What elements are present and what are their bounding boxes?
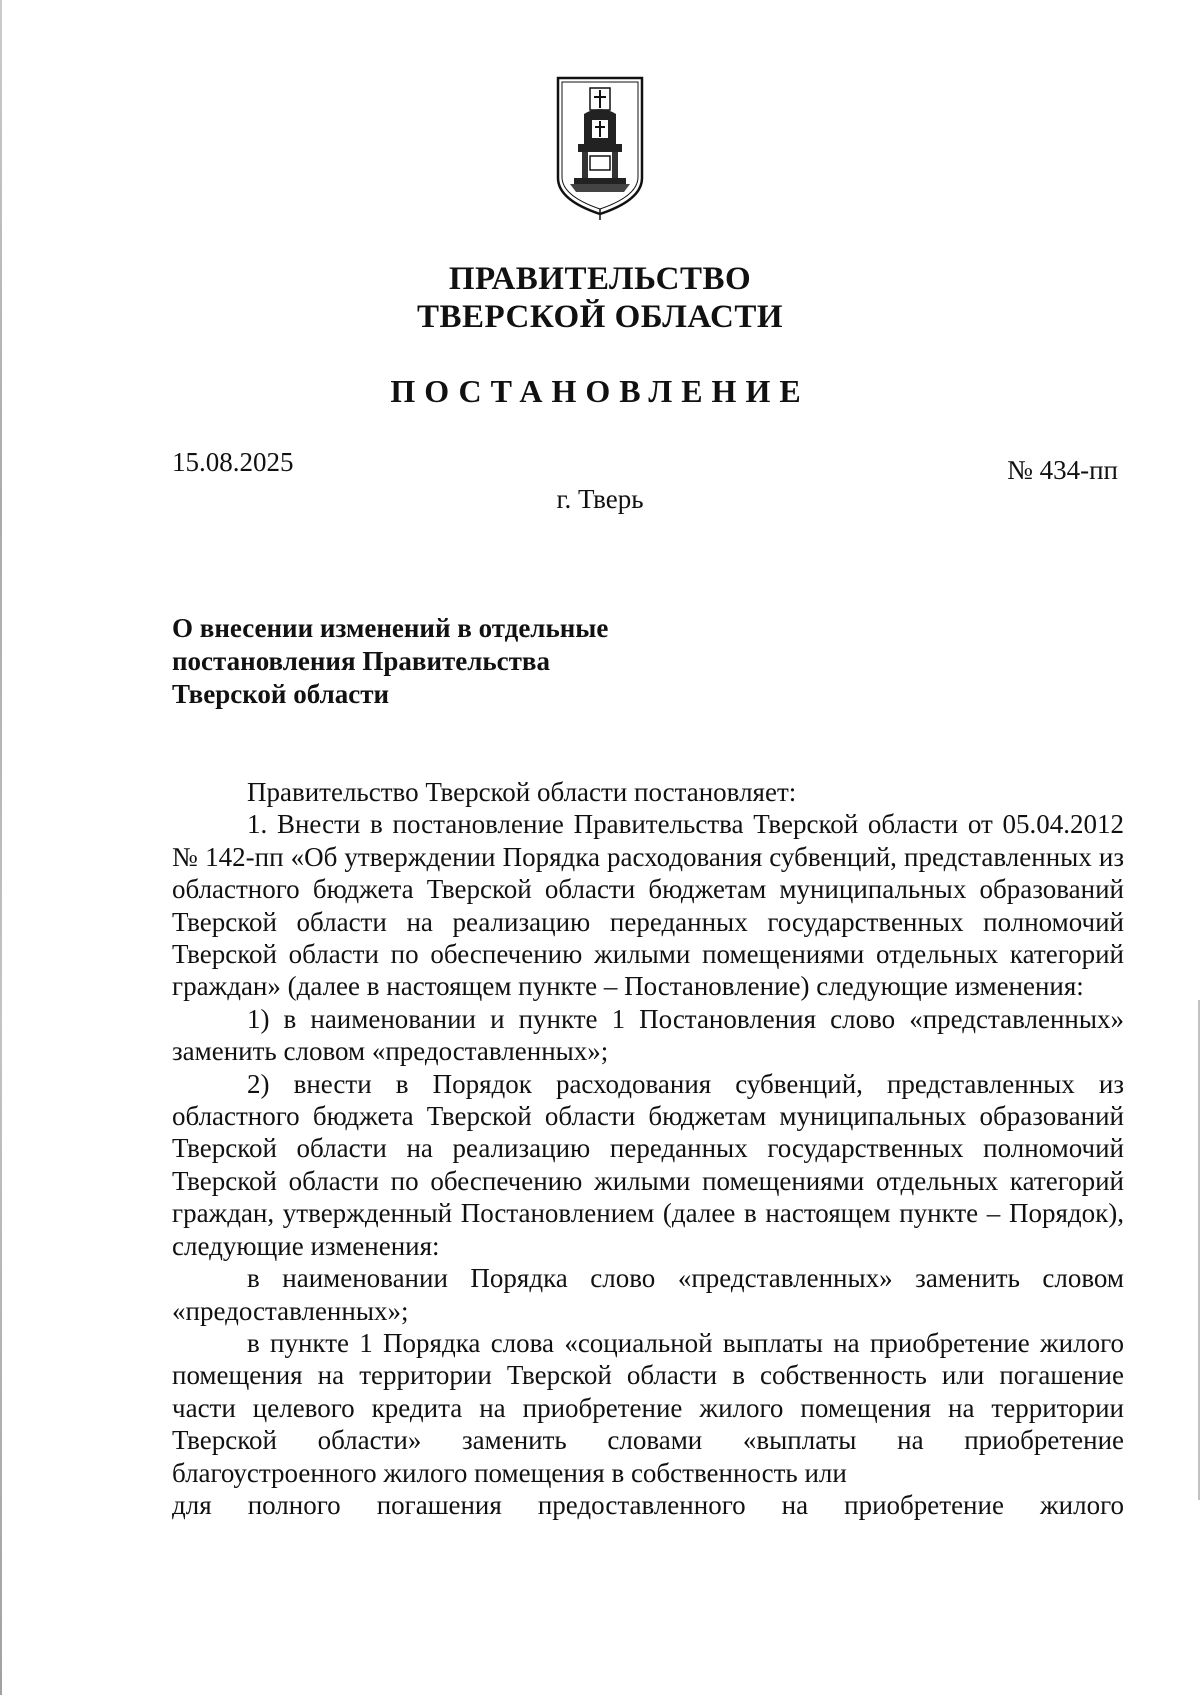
continuation-word: на: [781, 1489, 809, 1520]
organization-name-line2: ТВЕРСКОЙ ОБЛАСТИ: [416, 299, 784, 335]
document-body: [172, 776, 1124, 1521]
subject-line: О внесении изменений в отдельные: [172, 613, 609, 643]
body-paragraph-continuation: [172, 1489, 1124, 1521]
continuation-word: для: [172, 1489, 212, 1520]
coat-of-arms-icon: [554, 74, 646, 222]
continuation-word: предоставленного: [537, 1489, 746, 1520]
document-date: 15.08.2025: [172, 447, 294, 477]
continuation-word: погашения: [376, 1489, 502, 1520]
body-paragraph-1-2-a: в наименовании Порядка слово «представленных» заменить словом «предоставленных»;: [172, 1263, 1124, 1326]
body-paragraph-1-1: 1) в наименовании и пункте 1 Постановления слово «представленных» заменить словом «предоставленных»;: [172, 1003, 1124, 1067]
subject-line: постановления Правительства: [172, 646, 550, 676]
body-paragraph-1: 1. Внести в постановление Правительства Тверской области от 05.04.2012 № 142-пп «Об утверждении Порядка расходования субвенций, представленных из областного бюджета Тверской области бюджетам муниципальных образований Тверской области на реализацию переданных государственных полномочий Тверской области по обеспечению жилыми помещениями отдельных категорий граждан» (далее в настоящем пункте – Постановление) следующие изменения:: [172, 809, 1124, 1002]
continuation-word: жилого: [1040, 1489, 1124, 1520]
continuation-word: приобретение: [844, 1489, 1004, 1520]
document-number: № 434-пп: [1007, 455, 1118, 485]
body-paragraph-1-2-b: в пункте 1 Порядка слова «социальной выплаты на приобретение жилого помещения на территории Тверской области в собственность или погашение части целевого кредита на приобретение жилого помещения на территории Тверской области» заменить словами «выплаты на приобретение благоустроенного жилого помещения в собственность или: [172, 1327, 1124, 1488]
document-subject: [172, 612, 732, 711]
body-intro: Правительство Тверской области постановляет:: [247, 777, 797, 807]
organization-name-line1: ПРАВИТЕЛЬСТВО: [448, 261, 752, 297]
subject-line: Тверской области: [172, 679, 390, 709]
document-type-title: ПОСТАНОВЛЕНИЕ: [390, 373, 810, 409]
scan-edge-left: [0, 0, 2, 1695]
document-city: г. Тверь: [556, 484, 644, 514]
body-paragraph-1-2: 2) внести в Порядок расходования субвенций, представленных из областного бюджета Тверской области бюджетам муниципальных образований Тверской области на реализацию переданных государственных полномочий Тверской области по обеспечению жилыми помещениями отдельных категорий граждан, утвержденный Постановлением (далее в настоящем пункте – Порядок), следующие изменения:: [172, 1068, 1124, 1261]
continuation-word: полного: [247, 1489, 341, 1520]
